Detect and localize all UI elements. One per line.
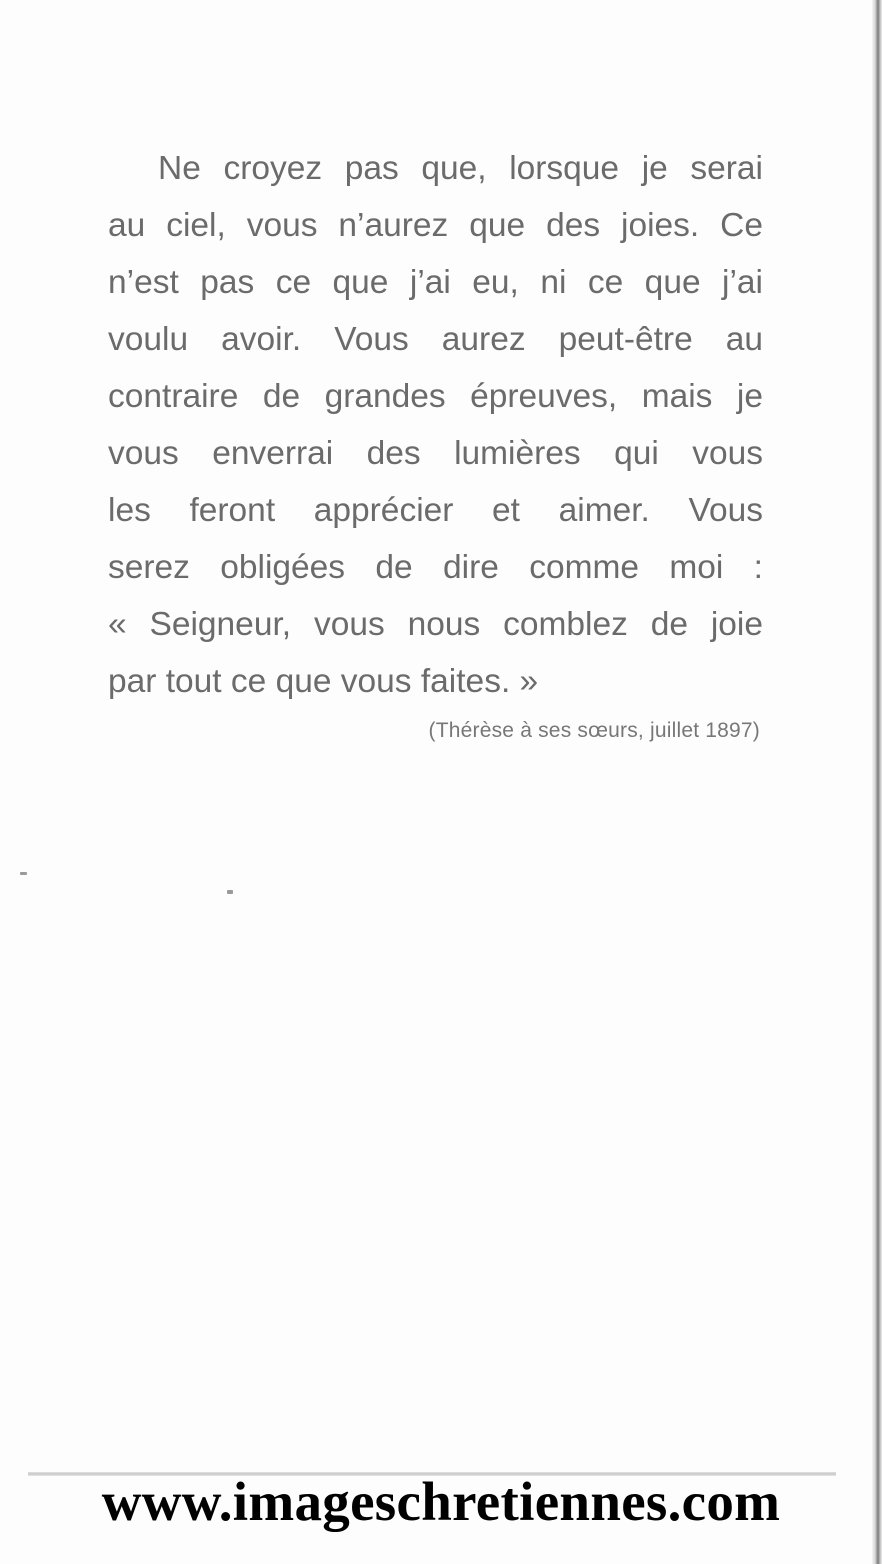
quote-line: vous enverrai des lumières qui vous — [108, 435, 763, 472]
website-watermark: www.imageschretiennes.com — [101, 1471, 781, 1532]
quote-line: n’est pas ce que j’ai eu, ni ce que j’ai — [108, 264, 763, 301]
quote-text — [108, 140, 763, 710]
quote-line: contraire de grandes épreuves, mais je — [108, 378, 763, 415]
print-speck — [227, 890, 233, 894]
quote-line: serez obligées de dire comme moi : — [108, 549, 763, 586]
quote-line: les feront apprécier et aimer. Vous — [108, 492, 763, 529]
quote-line: « Seigneur, vous nous comblez de joie — [108, 606, 763, 643]
card-edge — [872, 0, 882, 1564]
quote-line: voulu avoir. Vous aurez peut-être au — [108, 321, 763, 358]
quote-attribution: (Thérèse à ses sœurs, juillet 1897) — [428, 719, 760, 742]
quote-line: Ne croyez pas que, lorsque je serai — [158, 150, 763, 187]
print-speck — [20, 872, 27, 875]
quote-line: au ciel, vous n’aurez que des joies. Ce — [108, 207, 763, 244]
quote-line: par tout ce que vous faites. » — [108, 663, 539, 700]
